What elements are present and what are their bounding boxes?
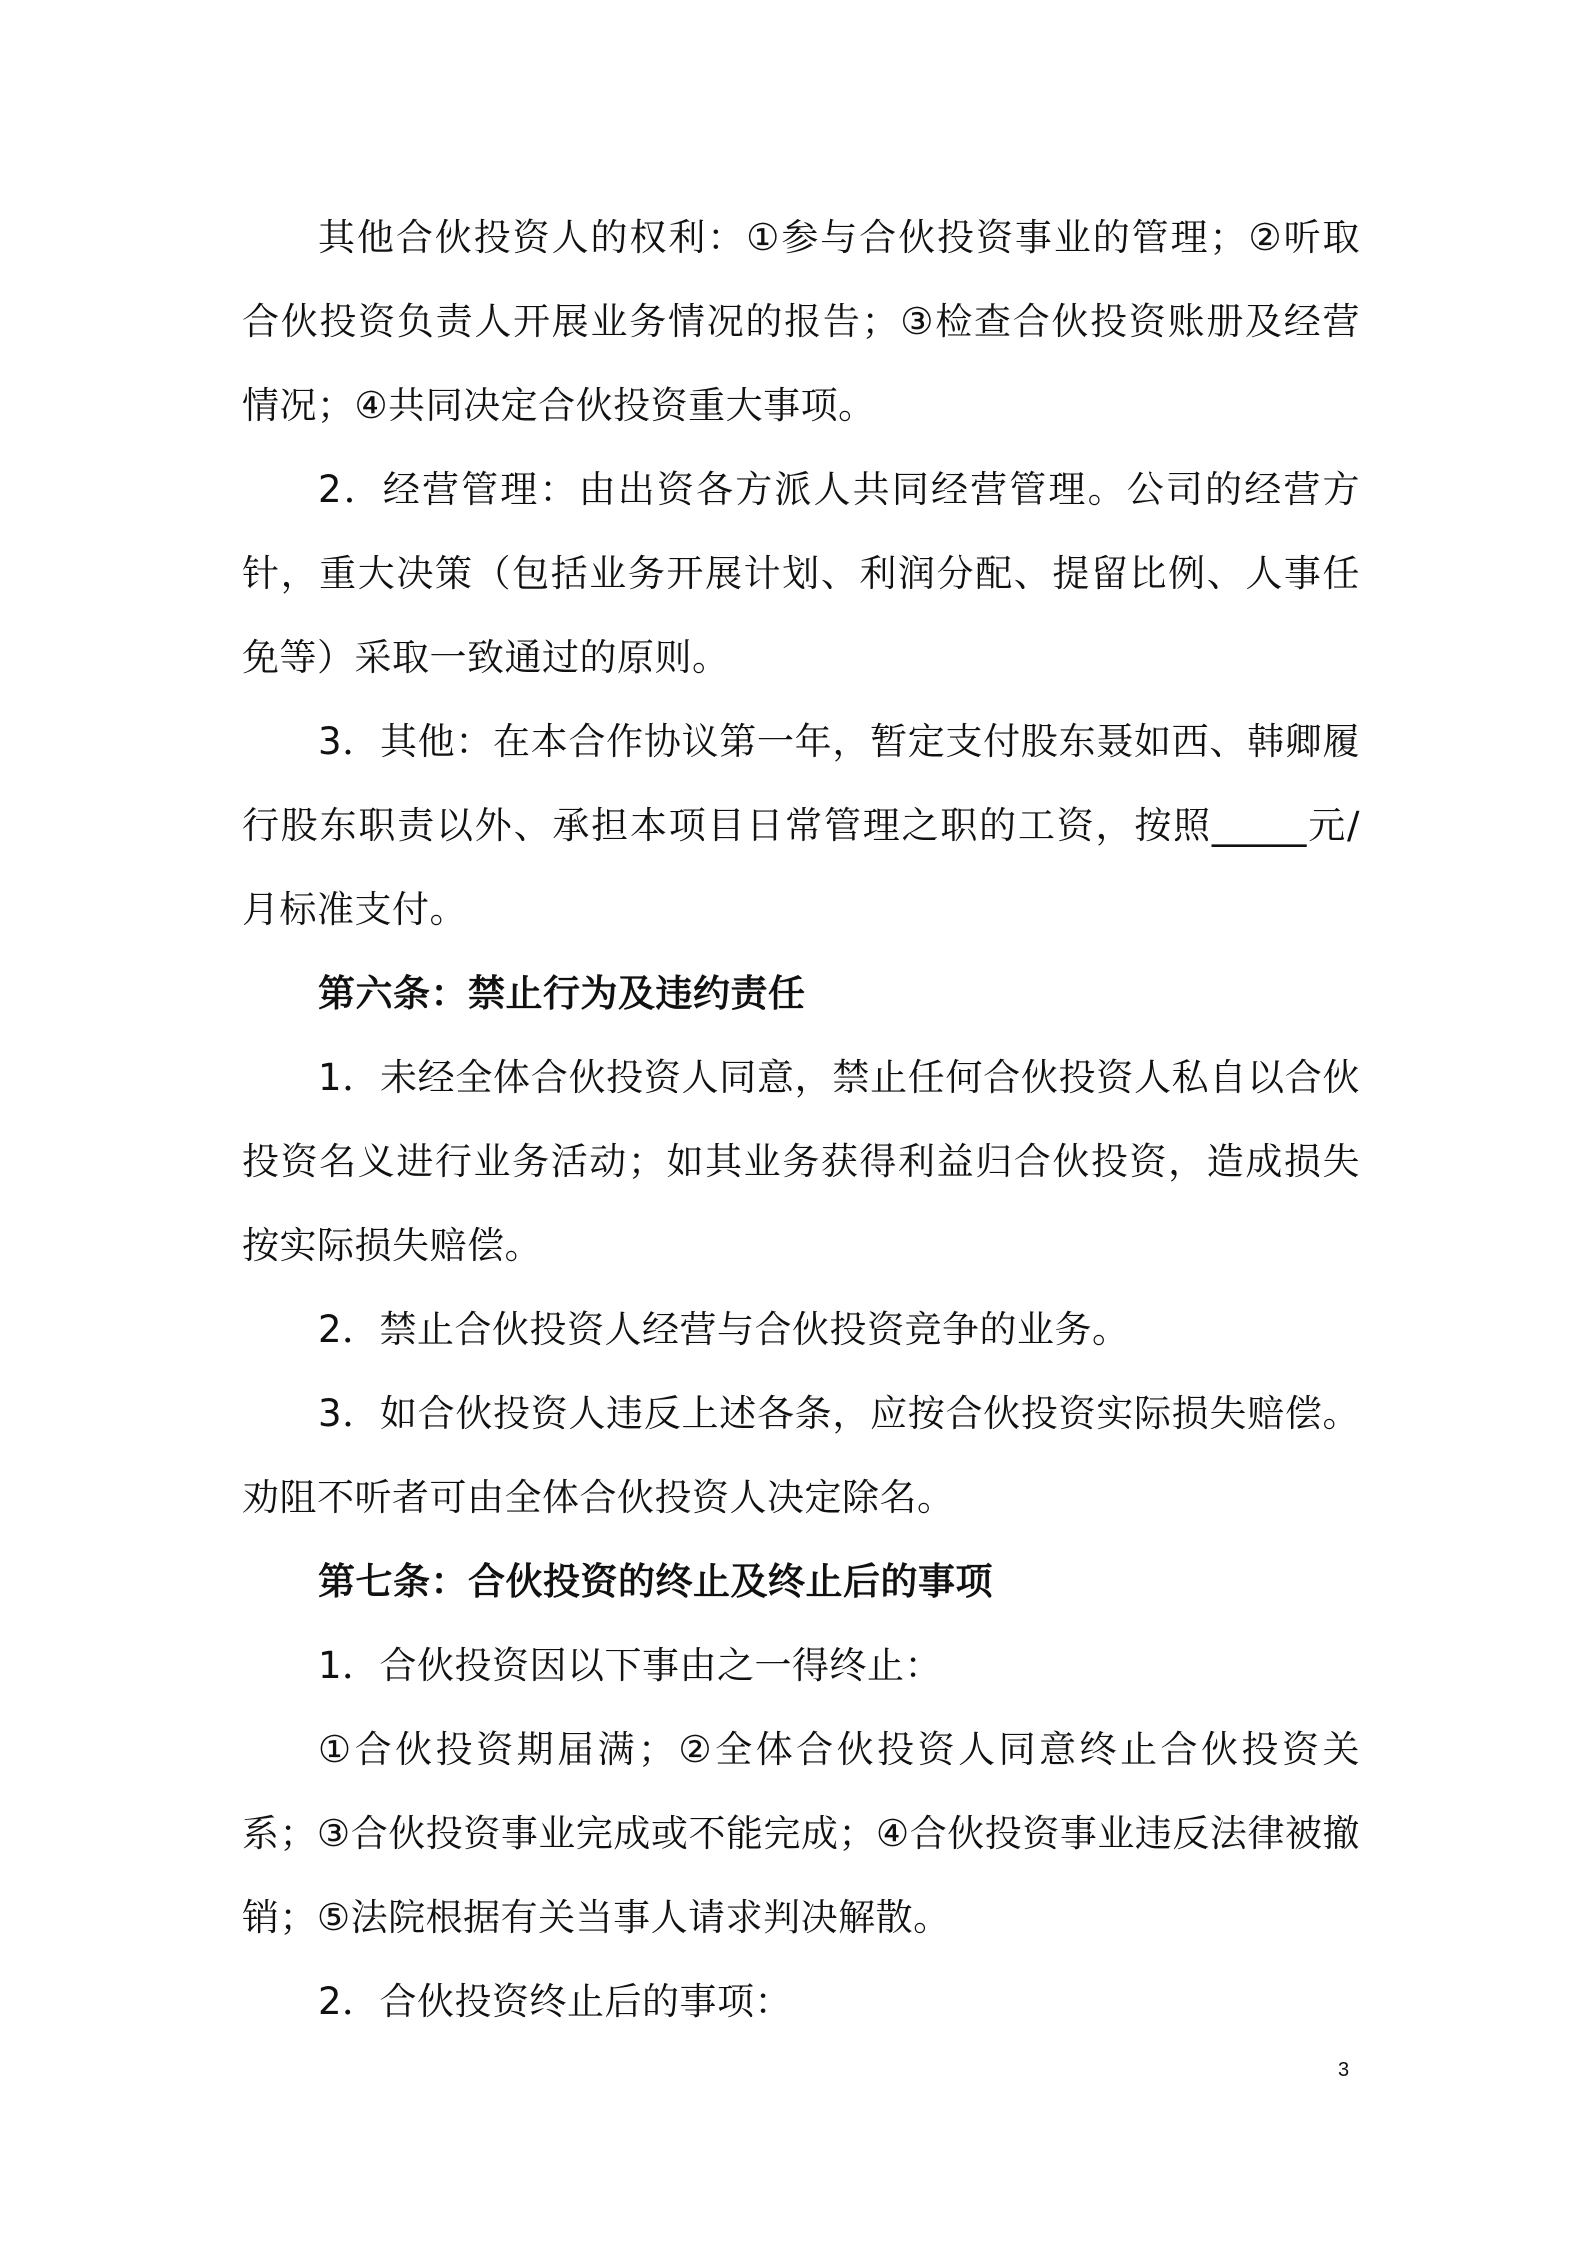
paragraph-management: 2．经营管理：由出资各方派人共同经营管理。公司的经营方针，重大决策（包括业务开展计划、利润分配、提留比例、人事任免等）采取一致通过的原则。 <box>242 468 1360 679</box>
paragraph-termination-2: 2．合伙投资终止后的事项： <box>318 1980 793 2023</box>
paragraph-partner-rights: 其他合伙投资人的权利：①参与合伙投资事业的管理；②听取合伙投资负责人开展业务情况的报告；③检查合伙投资账册及经营情况；④共同决定合伙投资重大事项。 <box>242 216 1360 427</box>
section-heading-article-6: 第六条：禁止行为及违约责任 <box>318 972 806 1015</box>
section-heading-article-7: 第七条：合伙投资的终止及终止后的事项 <box>318 1560 993 1603</box>
paragraph-prohibition-3: 3．如合伙投资人违反上述各条，应按合伙投资实际损失赔偿。劝阻不听者可由全体合伙投资人决定除名。 <box>242 1392 1360 1519</box>
paragraph-other: 3．其他：在本合作协议第一年，暂定支付股东聂如西、韩卿履行股东职责以外、承担本项目日常管理之职的工资，按照_____元/月标准支付。 <box>242 720 1360 931</box>
paragraph-termination-1: 1．合伙投资因以下事由之一得终止： <box>318 1644 943 1687</box>
paragraph-termination-reasons: ①合伙投资期届满；②全体合伙投资人同意终止合伙投资关系；③合伙投资事业完成或不能完成；④合伙投资事业违反法律被撤销；⑤法院根据有关当事人请求判决解散。 <box>242 1728 1360 1939</box>
document-body <box>242 196 1360 2044</box>
paragraph-prohibition-1: 1．未经全体合伙投资人同意，禁止任何合伙投资人私自以合伙投资名义进行业务活动；如其业务获得利益归合伙投资，造成损失按实际损失赔偿。 <box>242 1056 1360 1267</box>
paragraph-prohibition-2: 2．禁止合伙投资人经营与合伙投资竞争的业务。 <box>318 1308 1130 1351</box>
page-number: 3 <box>1338 2059 1350 2081</box>
